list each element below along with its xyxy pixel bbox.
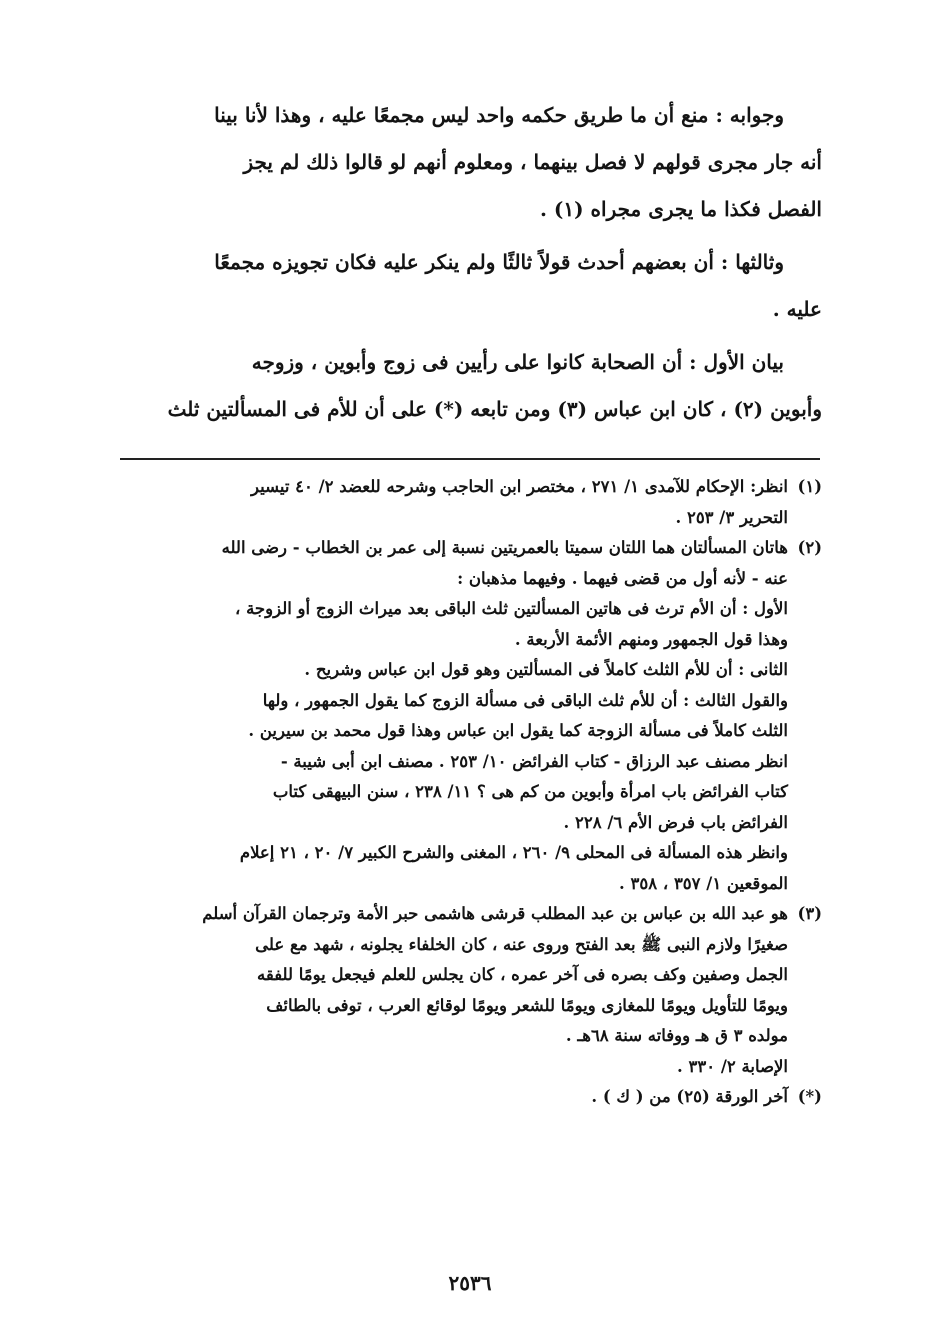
footnote-line: الفرائض باب فرض الأم ٦/ ٢٢٨ .	[563, 812, 788, 832]
footnote-separator	[120, 458, 820, 460]
footnote-number: (*)	[797, 1087, 822, 1106]
footnote-line: التحرير ٣/ ٢٥٣ .	[675, 507, 788, 527]
main-text-body	[117, 92, 822, 433]
footnote-line: الأول : أن الأم ترث فى هاتين المسألتين ثلث الباقى بعد ميراث الزوج أو الزوجة ،	[235, 599, 788, 618]
footnotes-section	[110, 472, 822, 1113]
footnote-line: الجمل وصفين وكف بصره فى آخر عمره ، كان يجلس للعلم فيجعل يومًا للفقه	[257, 965, 788, 984]
footnote-line: ويومًا للتأويل ويومًا للمغازى ويومًا للشعر ويومًا لوقائع العرب ، توفى بالطائف	[266, 995, 788, 1015]
footnote-number: (٢)	[797, 538, 822, 557]
footnote-3	[110, 899, 822, 1082]
footnote-star	[110, 1082, 822, 1113]
footnote-number: (٣)	[797, 904, 822, 923]
footnote-line: هاتان المسألتان هما اللتان سميتا بالعمريتين نسبة إلى عمر بن الخطاب - رضى الله	[221, 538, 788, 557]
footnote-line: وهذا قول الجمهور ومنهم الأئمة الأربعة .	[514, 629, 788, 649]
footnote-line: صغيرًا ولازم النبى ﷺ بعد الفتح وروى عنه ، كان الخلفاء يجلونه ، شهد مع على	[255, 934, 788, 954]
footnote-line: هو عبد الله بن عباس بن عبد المطلب قرشى هاشمى حبر الأمة وترجمان القرآن أسلم	[202, 904, 788, 923]
footnote-number: (١)	[797, 477, 822, 496]
paragraph-explanation	[117, 339, 822, 433]
footnote-1	[110, 472, 822, 533]
footnote-line: والقول الثالث : أن للأم ثلث الباقى فى مسألة الزوج كما يقول الجمهور ، ولها	[262, 690, 788, 710]
text-line: أنه جار مجرى قولهم لا فصل بينهما ، ومعلوم أنهم لو قالوا ذلك لم يجز	[243, 150, 822, 174]
paragraph-third	[117, 239, 822, 333]
text-line: وثالثها : أن بعضهم أحدث قولاً ثالثًا ولم ينكر عليه فكان تجويزه مجمعًا	[214, 250, 784, 274]
text-line: بيان الأول : أن الصحابة كانوا على رأيين فى زوج وأبوين ، وزوجه	[251, 350, 784, 374]
footnote-line: مولده ٣ ق هـ ووفاته سنة ٦٨هـ .	[565, 1026, 788, 1045]
footnote-line: عنه - لأنه أول من قضى فيهما . وفيهما مذهبان :	[457, 568, 788, 588]
text-line: الفصل فكذا ما يجرى مجراه (١) .	[539, 197, 822, 221]
footnote-line: الثانى : أن للأم الثلث كاملاً فى المسألتين وهو قول ابن عباس وشريح .	[304, 660, 788, 679]
text-line: وجوابه : منع أن ما طريق حكمه واحد ليس مجمعًا عليه ، وهذا لأنا بينا	[214, 103, 784, 127]
paragraph-answer	[117, 92, 822, 233]
text-line: عليه .	[772, 297, 822, 321]
footnote-line: كتاب الفرائض باب امرأة وأبوين من كم هى ؟ ١١/ ٢٣٨ ، سنن البيهقى كتاب	[272, 782, 788, 801]
footnote-line: الإصابة ٢/ ٣٣٠ .	[677, 1056, 788, 1076]
text-line: وأبوين (٢) ، كان ابن عباس (٣) ومن تابعه (*) على أن للأم فى المسألتين ثلث	[167, 397, 822, 421]
page-number: ٢٥٣٦	[448, 1271, 492, 1295]
footnote-line: الثلث كاملاً فى مسألة الزوجة كما يقول ابن عباس وهذا قول محمد بن سيرين .	[248, 721, 788, 740]
footnote-line: انظر: الإحكام للآمدى ١/ ٢٧١ ، مختصر ابن الحاجب وشرحه للعضد ٢/ ٤٠ تيسير	[251, 477, 788, 496]
footnote-line: انظر مصنف عبد الرزاق - كتاب الفرائض ١٠/ ٢٥٣ . مصنف ابن أبى شيبة -	[280, 751, 788, 771]
footnote-2	[110, 533, 822, 899]
footnote-line: الموقعين ١/ ٣٥٧ ، ٣٥٨ .	[619, 873, 788, 893]
footnote-line: وانظر هذه المسألة فى المحلى ٩/ ٢٦٠ ، المغنى والشرح الكبير ٧/ ٢٠ ، ٢١ إعلام	[239, 843, 788, 862]
footnote-line: آخر الورقة (٢٥) من ( ك ) .	[591, 1087, 788, 1106]
